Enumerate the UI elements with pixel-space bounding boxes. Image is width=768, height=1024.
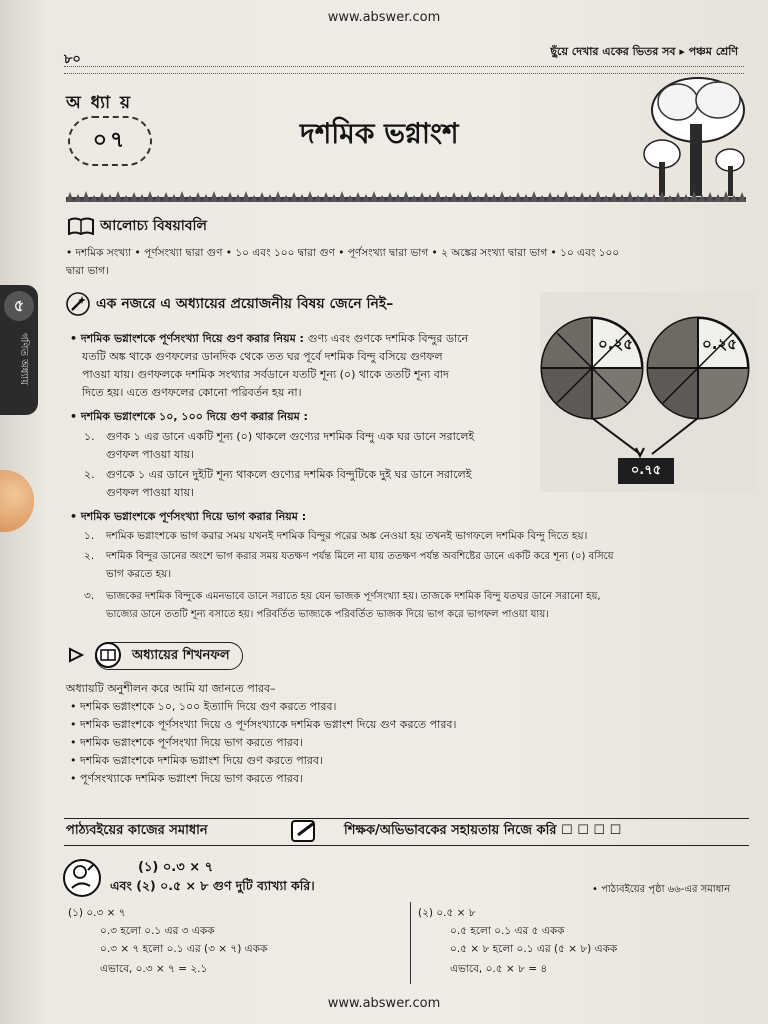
solution-2-line-2: ০.৫ হলো ০.১ এর ৫ একক bbox=[450, 925, 565, 937]
glance-heading bbox=[66, 292, 393, 316]
chapter-number-frame bbox=[68, 116, 152, 166]
rule2-item-1-number: ১. bbox=[84, 430, 95, 443]
series-title: ছুঁয়ে দেখার একের ভিতর সব ▸ পঞ্চম শ্রেণি bbox=[550, 45, 738, 58]
band-right-label: শিক্ষক/অভিভাবকের সহায়তায় নিজে করি ☐ ☐ ☐ ☐ bbox=[344, 823, 622, 838]
learning-outcome-icon bbox=[68, 641, 126, 669]
outcome-item-1: • দশমিক ভগ্নাংশকে ১০, ১০০ ইত্যাদি দিয়ে গুণ করতে পারব। bbox=[70, 698, 337, 716]
topics-line-2: দ্বারা ভাগ। bbox=[66, 265, 109, 277]
page-number: ৮০ bbox=[64, 52, 81, 67]
rule3-item-1-number: ১. bbox=[84, 530, 95, 542]
rule1-title bbox=[70, 330, 468, 348]
solution-2-line-3: ০.৫ × ৮ হলো ০.১ এর (৫ × ৮) একক bbox=[450, 943, 618, 955]
task-line-2: এবং (২) ০.৫ × ৮ গুণ দুটি ব্যাখ্যা করি। bbox=[110, 878, 315, 893]
solution-1-line-4: এভাবে, ০.৩ × ৭ = ২.১ bbox=[100, 963, 208, 975]
tree-illustration bbox=[640, 74, 750, 198]
topics-heading-text: আলোচ্য বিষয়াবলি bbox=[100, 218, 207, 234]
outcomes-intro: অধ্যায়টি অনুশীলন করে আমি যা জানতে পারব– bbox=[66, 682, 276, 695]
rule3-item-3-number: ৩. bbox=[84, 590, 95, 602]
student-writing-icon bbox=[62, 858, 102, 898]
rule3-item-2-line-1: দশমিক বিন্দুর ডানের অংশে ভাগ করার সময় যতক্ষণ পর্যন্ত মিলে না যায় ততক্ষণ পর্যন্ত অবশিষ্টের ডানে একটি করে শূন্য (০) বসিয়ে bbox=[106, 551, 614, 562]
solution-2-line-1: (২) ০.৫ × ৮ bbox=[418, 907, 476, 919]
chapter-number: ০৭ bbox=[92, 127, 128, 153]
side-tab bbox=[0, 285, 38, 415]
rule2-title: • দশমিক ভগ্নাংশকে ১০, ১০০ দিয়ে গুণ করার নিয়ম : bbox=[70, 408, 308, 426]
textbook-reference: • পাঠ্যবইয়ের পৃষ্ঠা ৬৬-এর সমাধান bbox=[592, 884, 731, 895]
rule2-item-1-line-2: গুণফল পাওয়া যায়। bbox=[106, 448, 194, 461]
solution-divider bbox=[410, 902, 412, 984]
chapter-title: দশমিক ভগ্নাংশ bbox=[300, 117, 459, 150]
rule3-item-3-line-2: ভাজ্যের ডানে ততটি শূন্য বসাতে হয়। পরিবর্তিত ভাজ্যকে পরিবর্তিত ভাজক দিয়ে ভাগ করে ভাগফল পাওয়া যায়। bbox=[106, 609, 549, 620]
rule3-item-3-line-1: ভাজকের দশমিক বিন্দুকে এমনভাবে ডানে সরাতে হয় যেন ভাজক পূর্ণসংখ্যা হয়। তাজকে দশমিক বিন্দু যতঘর ডানে সরানো হয়, bbox=[106, 591, 601, 602]
glance-heading-text: এক নজরে এ অধ্যায়ের প্রয়োজনীয় বিষয় জেনে নিই– bbox=[96, 296, 394, 312]
rule3-title: • দশমিক ভগ্নাংশকে পূর্ণসংখ্যা দিয়ে ভাগ করার নিয়ম : bbox=[70, 508, 306, 526]
watermark-bottom: www.abswer.com bbox=[327, 996, 441, 1011]
pizza-2-value: ০.২৫ bbox=[702, 335, 737, 353]
solution-1-line-2: ০.৩ হলো ০.১ এর ৩ একক bbox=[100, 925, 215, 937]
pencil-note-icon bbox=[290, 819, 320, 843]
outcome-item-5: • পূর্ণসংখ্যাকে দশমিক ভগ্নাংশ দিয়ে ভাগ করতে পারব। bbox=[70, 770, 303, 788]
outcome-item-4: • দশমিক ভগ্নাংশকে দশমিক ভগ্নাংশ দিয়ে গুণ করতে পারব। bbox=[70, 752, 323, 770]
rule1-line-0: গুণ্য এবং গুণকে দশমিক বিন্দুর ডানে bbox=[307, 332, 469, 345]
chapter-word: অ ধ্যা য় bbox=[66, 93, 132, 113]
band-left-label: পাঠ্যবইয়ের কাজের সমাধান bbox=[66, 823, 208, 838]
topics-heading bbox=[68, 214, 207, 238]
pizza-1-value: ০.২৫ bbox=[598, 335, 633, 353]
solution-band bbox=[64, 818, 749, 846]
rule1-line-3: দিতে হয়। এতে গুণফলের কোনো পরিবর্তন হয় না। bbox=[82, 386, 302, 399]
chapter-badge bbox=[62, 90, 154, 168]
rule1-title-text: • দশমিক ভগ্নাংশকে পূর্ণসংখ্যা দিয়ে গুণ করার নিয়ম : bbox=[70, 332, 304, 345]
grass-border bbox=[66, 190, 746, 202]
rule2-item-1-line-1: গুণক ১ এর ডানে একটি শূন্য (০) থাকলে গুণ্যের দশমিক বিন্দু এক ঘর ডানে সরালেই bbox=[106, 430, 475, 443]
outcome-item-2: • দশমিক ভগ্নাংশকে পূর্ণসংখ্যা দিয়ে ও পূর্ণসংখ্যাকে দশমিক ভগ্নাংশ দিয়ে গুণ করতে পারব। bbox=[70, 716, 456, 734]
rule2-item-2-number: ২. bbox=[84, 468, 95, 481]
rule2-item-2-line-1: গুণকে ১ এর ডানে দুইটি শূন্য থাকলে গুণ্যের দশমিক বিন্দুটিকে দুই ঘর ডানে সরালেই bbox=[106, 468, 472, 481]
outcome-item-3: • দশমিক ভগ্নাংশকে পূর্ণসংখ্যা দিয়ে ভাগ করতে পারব। bbox=[70, 734, 303, 752]
rule1-line-2: পাওয়া যায়। গুণফলকে দশমিক সংখ্যার সর্বডানে যতটি শূন্য (০) থাকে ততটি শূন্য বাদ bbox=[82, 368, 449, 381]
outcomes-heading bbox=[95, 642, 243, 670]
header-rule bbox=[64, 66, 744, 74]
solution-1-line-3: ০.৩ × ৭ হলো ০.১ এর (৩ × ৭) একক bbox=[100, 943, 268, 955]
rule1-line-1: যতটি অঙ্ক থাকে গুণফলের ডানদিক থেকে তত ঘর পূর্বে দশমিক বিন্দু বসিয়ে গুণফল bbox=[82, 350, 443, 363]
rule3-item-2-number: ২. bbox=[84, 550, 95, 562]
watermark-top: www.abswer.com bbox=[327, 10, 441, 25]
solution-1-line-1: (১) ০.৩ × ৭ bbox=[68, 907, 126, 919]
side-tab-label: গণিত অধ্যায় bbox=[18, 333, 29, 386]
solution-2-line-4: এভাবে, ০.৫ × ৮ = ৪ bbox=[450, 963, 548, 975]
thumb bbox=[0, 470, 34, 532]
rule2-item-2-line-2: গুণফল পাওয়া যায়। bbox=[106, 486, 194, 499]
book-icon bbox=[68, 217, 94, 235]
rule3-item-1-line-1: দশমিক ভগ্নাংশকে ভাগ করার সময় যখনই দশমিক বিন্দুর পরের অঙ্ক নেওয়া হয় তখনই ভাগফলে দশমিক বিন্দু দিতে হয়। bbox=[106, 530, 588, 542]
magic-wand-icon bbox=[66, 292, 90, 316]
outcomes-heading-text: অধ্যায়ের শিখনফল bbox=[132, 648, 230, 663]
pizza-sum-value: ০.৭৫ bbox=[618, 458, 674, 484]
rule3-item-2-line-2: ভাগ করতে হয়। bbox=[106, 568, 172, 580]
task-line-1: (১) ০.৩ × ৭ bbox=[138, 860, 214, 875]
topics-line-1: • দশমিক সংখ্যা • পূর্ণসংখ্যা দ্বারা গুণ • ১০ এবং ১০০ দ্বারা গুণ • পূর্ণসংখ্যা দ্বারা ভাগ • ২ অঙ্কের সংখ্যা দ্বারা ভাগ • ১০ এবং ১০০ bbox=[66, 247, 620, 259]
side-tab-number: ৫ bbox=[4, 291, 34, 321]
